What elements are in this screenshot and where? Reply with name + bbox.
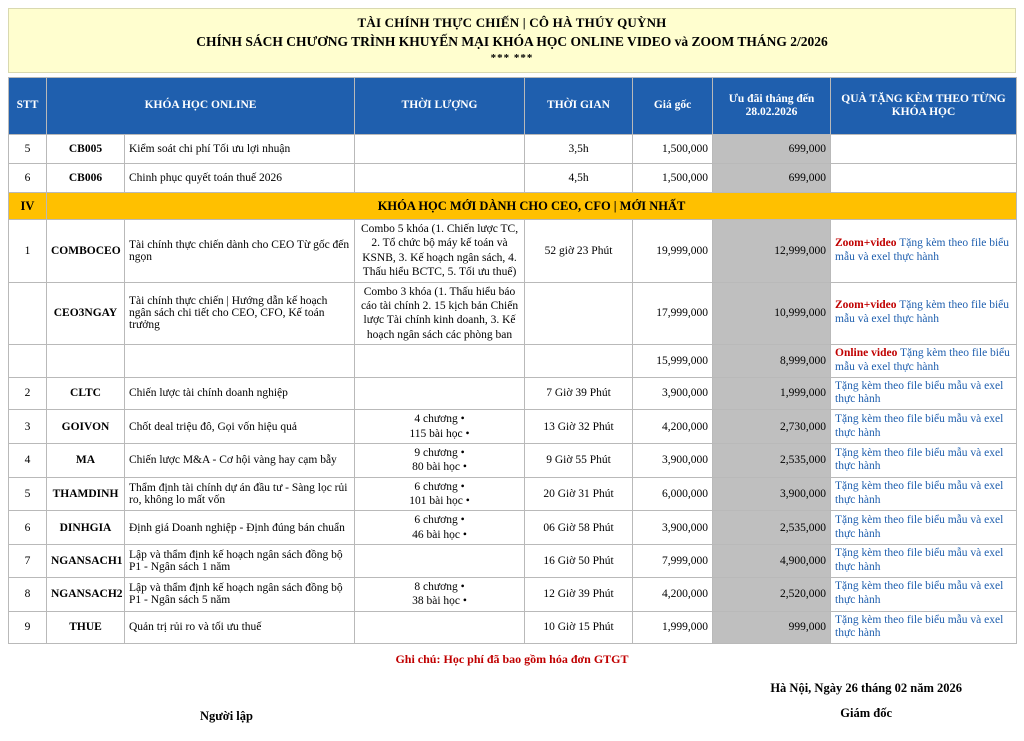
row-duration: 8 chương • 38 bài học • [355, 577, 525, 611]
row-gift [831, 410, 1017, 444]
row-stt [9, 345, 47, 378]
row-stt: 4 [9, 443, 47, 477]
row-price: 1,500,000 [633, 164, 713, 193]
section-label: KHÓA HỌC MỚI DÀNH CHO CEO, CFO | MỚI NHẤT [47, 193, 1017, 220]
col-duration: THỜI LƯỢNG [355, 78, 525, 135]
row-gift [831, 577, 1017, 611]
table-row [9, 164, 1017, 193]
row-promo-price: 12,999,000 [713, 220, 831, 283]
note-text: Ghi chú: Học phí đã bao gồm hóa đơn GTGT [395, 652, 629, 667]
row-duration: Combo 3 khóa (1. Thấu hiểu báo cáo tài chính 2. 15 kịch bản Chiến lược Tài chính kinh doanh, 3. Kế hoạch ngân sách các phòng ban [355, 282, 525, 345]
row-price: 17,999,000 [633, 282, 713, 345]
table-row [9, 611, 1017, 644]
row-time: 7 Giờ 39 Phút [525, 377, 633, 410]
row-price: 3,900,000 [633, 377, 713, 410]
row-time [525, 282, 633, 345]
row-time [525, 345, 633, 378]
table-row [9, 545, 1017, 578]
row-code: CLTC [47, 377, 125, 410]
row-gift [831, 477, 1017, 511]
gift-tag: Zoom+video [835, 299, 897, 312]
table-row [9, 443, 1017, 477]
row-course-name: Quản trị rủi ro và tối ưu thuế [125, 611, 355, 644]
row-course-name: Chinh phục quyết toán thuế 2026 [125, 164, 355, 193]
row-course-name: Chiến lược tài chính doanh nghiệp [125, 377, 355, 410]
footer-signature-block [770, 681, 962, 721]
row-course-name [125, 345, 355, 378]
gift-text: Tặng kèm theo file biểu mẫu và exel thực hành [835, 379, 1004, 406]
col-time: THỜI GIAN [525, 78, 633, 135]
table-row [9, 345, 1017, 378]
footer-place-date: Hà Nội, Ngày 26 tháng 02 năm 2026 [770, 681, 962, 696]
row-price: 7,999,000 [633, 545, 713, 578]
row-promo-price: 1,999,000 [713, 377, 831, 410]
row-gift [831, 443, 1017, 477]
row-stt: 3 [9, 410, 47, 444]
footer-director: Giám đốc [840, 706, 893, 721]
table-section-row [9, 193, 1017, 220]
row-code: DINHGIA [47, 511, 125, 545]
row-code: CB005 [47, 135, 125, 164]
row-code: MA [47, 443, 125, 477]
gift-tag: Zoom+video [835, 236, 897, 249]
row-code: COMBOCEO [47, 220, 125, 283]
row-stt: 5 [9, 477, 47, 511]
row-gift [831, 345, 1017, 378]
row-duration [355, 345, 525, 378]
row-price: 15,999,000 [633, 345, 713, 378]
table-row [9, 220, 1017, 283]
row-price: 6,000,000 [633, 477, 713, 511]
row-code: NGANSACH1 [47, 545, 125, 578]
row-gift [831, 282, 1017, 345]
row-price: 4,200,000 [633, 577, 713, 611]
row-course-name: Tài chính thực chiến dành cho CEO Từ gốc đến ngọn [125, 220, 355, 283]
footer-preparer: Người lập [200, 709, 253, 724]
row-promo-price: 699,000 [713, 135, 831, 164]
row-stt: 2 [9, 377, 47, 410]
gift-text: Tặng kèm theo file biểu mẫu và exel thực hành [835, 412, 1004, 439]
row-time: 10 Giờ 15 Phút [525, 611, 633, 644]
row-time: 9 Giờ 55 Phút [525, 443, 633, 477]
row-duration: 9 chương • 80 bài học • [355, 443, 525, 477]
row-promo-price: 2,535,000 [713, 443, 831, 477]
row-promo-price: 2,730,000 [713, 410, 831, 444]
row-course-name: Thẩm định tài chính dự án đầu tư - Sàng lọc rủi ro, không lo mất vốn [125, 477, 355, 511]
table-row [9, 282, 1017, 345]
banner-title-line3: *** *** [490, 52, 534, 64]
row-stt: 8 [9, 577, 47, 611]
gift-text: Tặng kèm theo file biểu mẫu và exel thực hành [835, 580, 1004, 607]
row-course-name: Lập và thẩm định kế hoạch ngân sách đồng bộ P1 - Ngân sách 5 năm [125, 577, 355, 611]
row-code [47, 345, 125, 378]
row-code: NGANSACH2 [47, 577, 125, 611]
row-price: 3,900,000 [633, 511, 713, 545]
row-duration [355, 377, 525, 410]
row-promo-price: 10,999,000 [713, 282, 831, 345]
row-duration: 4 chương • 115 bài học • [355, 410, 525, 444]
gift-text: Tặng kèm theo file biểu mẫu và exel thực hành [835, 613, 1004, 640]
table-row [9, 577, 1017, 611]
row-course-name: Tài chính thực chiến | Hướng dẫn kế hoạch ngân sách chi tiết cho CEO, CFO, Kế toán trưởng [125, 282, 355, 345]
row-stt [9, 282, 47, 345]
gift-text: Tặng kèm theo file biểu mẫu và exel thực hành [835, 299, 1010, 326]
table-header [9, 78, 1017, 135]
table-row [9, 410, 1017, 444]
row-code: GOIVON [47, 410, 125, 444]
document-page [0, 8, 1024, 724]
footer [0, 681, 1024, 741]
row-gift [831, 545, 1017, 578]
row-course-name: Lập và thẩm định kế hoạch ngân sách đồng bộ P1 - Ngân sách 1 năm [125, 545, 355, 578]
row-duration [355, 611, 525, 644]
row-stt: 6 [9, 164, 47, 193]
row-time: 4,5h [525, 164, 633, 193]
row-promo-price: 999,000 [713, 611, 831, 644]
row-time: 3,5h [525, 135, 633, 164]
col-gift: QUÀ TẶNG KÈM THEO TỪNG KHÓA HỌC [831, 78, 1017, 135]
col-price: Giá gốc [633, 78, 713, 135]
row-duration [355, 545, 525, 578]
gift-text: Tặng kèm theo file biểu mẫu và exel thực hành [835, 446, 1004, 473]
row-course-name: Chiến lược M&A - Cơ hội vàng hay cạm bẫy [125, 443, 355, 477]
row-promo-price: 2,535,000 [713, 511, 831, 545]
row-time: 16 Giờ 50 Phút [525, 545, 633, 578]
row-stt: 1 [9, 220, 47, 283]
row-promo-price: 3,900,000 [713, 477, 831, 511]
row-time: 20 Giờ 31 Phút [525, 477, 633, 511]
gift-text: Tặng kèm theo file biểu mẫu và exel thực hành [835, 236, 1010, 263]
row-duration [355, 135, 525, 164]
row-stt: 7 [9, 545, 47, 578]
gift-text: Tặng kèm theo file biểu mẫu và exel thực hành [835, 347, 1010, 373]
col-promo: Ưu đãi tháng đến 28.02.2026 [713, 78, 831, 135]
section-number: IV [9, 193, 47, 220]
row-promo-price: 8,999,000 [713, 345, 831, 378]
row-price: 19,999,000 [633, 220, 713, 283]
row-gift [831, 164, 1017, 193]
gift-text: Tặng kèm theo file biểu mẫu và exel thực hành [835, 547, 1004, 573]
row-course-name: Định giá Doanh nghiệp - Định đúng bán chuẩn [125, 511, 355, 545]
banner-title-line2: CHÍNH SÁCH CHƯƠNG TRÌNH KHUYẾN MẠI KHÓA HỌC ONLINE VIDEO và ZOOM THÁNG 2/2026 [196, 34, 828, 49]
gift-text: Tặng kèm theo file biểu mẫu và exel thực hành [835, 514, 1004, 540]
pricing-table [8, 77, 1017, 644]
row-time: 12 Giờ 39 Phút [525, 577, 633, 611]
row-price: 1,999,000 [633, 611, 713, 644]
row-price: 1,500,000 [633, 135, 713, 164]
row-gift [831, 135, 1017, 164]
table-row [9, 135, 1017, 164]
gift-text: Tặng kèm theo file biểu mẫu và exel thực hành [835, 480, 1004, 507]
row-code: CB006 [47, 164, 125, 193]
row-code: THAMDINH [47, 477, 125, 511]
row-duration [355, 164, 525, 193]
row-code: CEO3NGAY [47, 282, 125, 345]
banner-title-line1: TÀI CHÍNH THỰC CHIẾN | CÔ HÀ THÚY QUỲNH [357, 15, 667, 30]
header-banner [8, 8, 1016, 73]
row-promo-price: 4,900,000 [713, 545, 831, 578]
table-row [9, 511, 1017, 545]
row-stt: 5 [9, 135, 47, 164]
row-duration: 6 chương • 46 bài học • [355, 511, 525, 545]
row-promo-price: 2,520,000 [713, 577, 831, 611]
col-stt: STT [9, 78, 47, 135]
row-price: 3,900,000 [633, 443, 713, 477]
col-course: KHÓA HỌC ONLINE [47, 78, 355, 135]
row-time: 52 giờ 23 Phút [525, 220, 633, 283]
row-duration: 6 chương • 101 bài học • [355, 477, 525, 511]
row-time: 13 Giờ 32 Phút [525, 410, 633, 444]
row-promo-price: 699,000 [713, 164, 831, 193]
table-row [9, 377, 1017, 410]
row-stt: 6 [9, 511, 47, 545]
gift-tag: Online video [835, 347, 898, 359]
row-gift [831, 377, 1017, 410]
row-price: 4,200,000 [633, 410, 713, 444]
table-body [9, 135, 1017, 644]
row-gift [831, 511, 1017, 545]
row-duration: Combo 5 khóa (1. Chiến lược TC, 2. Tổ chức bộ máy kế toán và KSNB, 3. Kế hoạch ngân sách, 4. Thấu hiểu BCTC, 5. Tối ưu thuế) [355, 220, 525, 283]
row-gift [831, 220, 1017, 283]
row-stt: 9 [9, 611, 47, 644]
table-row [9, 477, 1017, 511]
row-course-name: Kiểm soát chi phí Tối ưu lợi nhuận [125, 135, 355, 164]
row-course-name: Chốt deal triệu đô, Gọi vốn hiệu quả [125, 410, 355, 444]
row-code: THUE [47, 611, 125, 644]
row-time: 06 Giờ 58 Phút [525, 511, 633, 545]
row-gift [831, 611, 1017, 644]
